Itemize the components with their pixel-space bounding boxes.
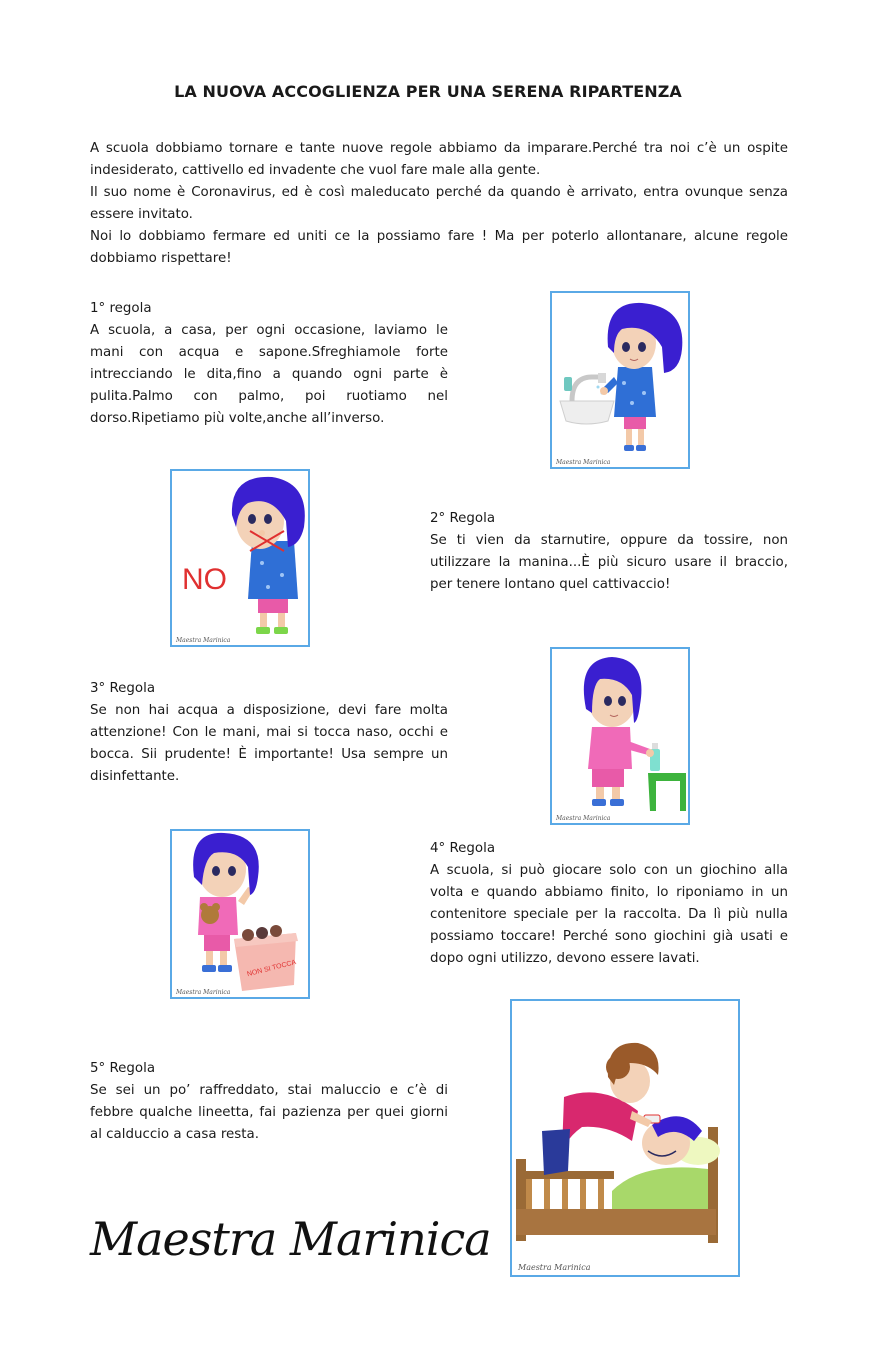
fever-illustration [510,999,740,1277]
sanitizer-drawing [552,649,688,823]
rule-1-text: A scuola, a casa, per ogni occasione, laviamo le mani con acqua e sapone.Sfreghiamole forte intrecciando le dita,fino a quando ogni parte è pulita.Palmo con palmo, poi ruotiamo nel dorso.Ripetiamo più volte,anche all’inverso. [90,323,448,426]
sneeze-illustration [170,469,310,647]
intro-paragraph-3: Noi lo dobbiamo fermare ed uniti ce la possiamo fare ! Ma per poterlo allontanare, alcune regole dobbiamo rispettare! [90,229,788,266]
signature-logo: Maestra Marinica [90,1212,491,1266]
rule-2-label: 2° Regola [430,511,496,526]
rule-4 [430,838,788,970]
rule-2-text: Se ti vien da starnutire, oppure da tossire, non utilizzare la manina...È più sicuro usare il braccio, per tenere lontano quel cattivaccio! [430,533,788,592]
rule-1 [90,298,448,430]
watermark-4: Maestra Marinica [176,989,231,996]
toybox-illustration [170,829,310,999]
rule-4-text: A scuola, si può giocare solo con un giochino alla volta e quando abbiamo finito, lo riponiamo in un contenitore speciale per la raccolta. Da lì più nulla possiamo toccare! Perché sono giochini già usati e dopo ogni utilizzo, devono essere lavati. [430,863,788,966]
fever-drawing [512,1001,738,1275]
intro-paragraph-1: A scuola dobbiamo tornare e tante nuove regole abbiamo da imparare.Perché tra noi c’è un ospite indesiderato, cattivello ed invadente che vuol fare male alla gente. [90,141,788,178]
handwashing-drawing [552,293,688,467]
toybox-drawing [172,831,308,997]
rule-5-text: Se sei un po’ raffreddato, stai maluccio e c’è di febbre qualche lineetta, fai pazienza per quei giorni al calduccio a casa resta. [90,1083,448,1142]
rule-1-label: 1° regola [90,301,152,316]
rule-3 [90,678,448,788]
rule-5 [90,1058,448,1146]
watermark-2: Maestra Marinica [176,637,231,644]
intro-paragraph-2: Il suo nome è Coronavirus, ed è così maleducato perché da quando è arrivato, entra ovunque senza essere invitato. [90,185,788,222]
rule-5-label: 5° Regola [90,1061,156,1076]
sneeze-drawing [172,471,308,645]
intro-text [90,138,788,270]
rule-3-label: 3° Regola [90,681,156,696]
sanitizer-illustration [550,647,690,825]
rule-2 [430,508,788,596]
watermark-1: Maestra Marinica [556,459,611,466]
handwashing-illustration [550,291,690,469]
watermark-3: Maestra Marinica [556,815,611,822]
watermark-5: Maestra Marinica [518,1263,591,1272]
no-label: NO [182,563,227,596]
rule-3-text: Se non hai acqua a disposizione, devi fare molta attenzione! Con le mani, mai si tocca naso, occhi e bocca. Sii prudente! È importante! Usa sempre un disinfettante. [90,703,448,784]
page-title: LA NUOVA ACCOGLIENZA PER UNA SERENA RIPARTENZA [174,82,682,101]
rule-4-label: 4° Regola [430,841,496,856]
box-label: NON SI TOCCA [246,959,297,979]
